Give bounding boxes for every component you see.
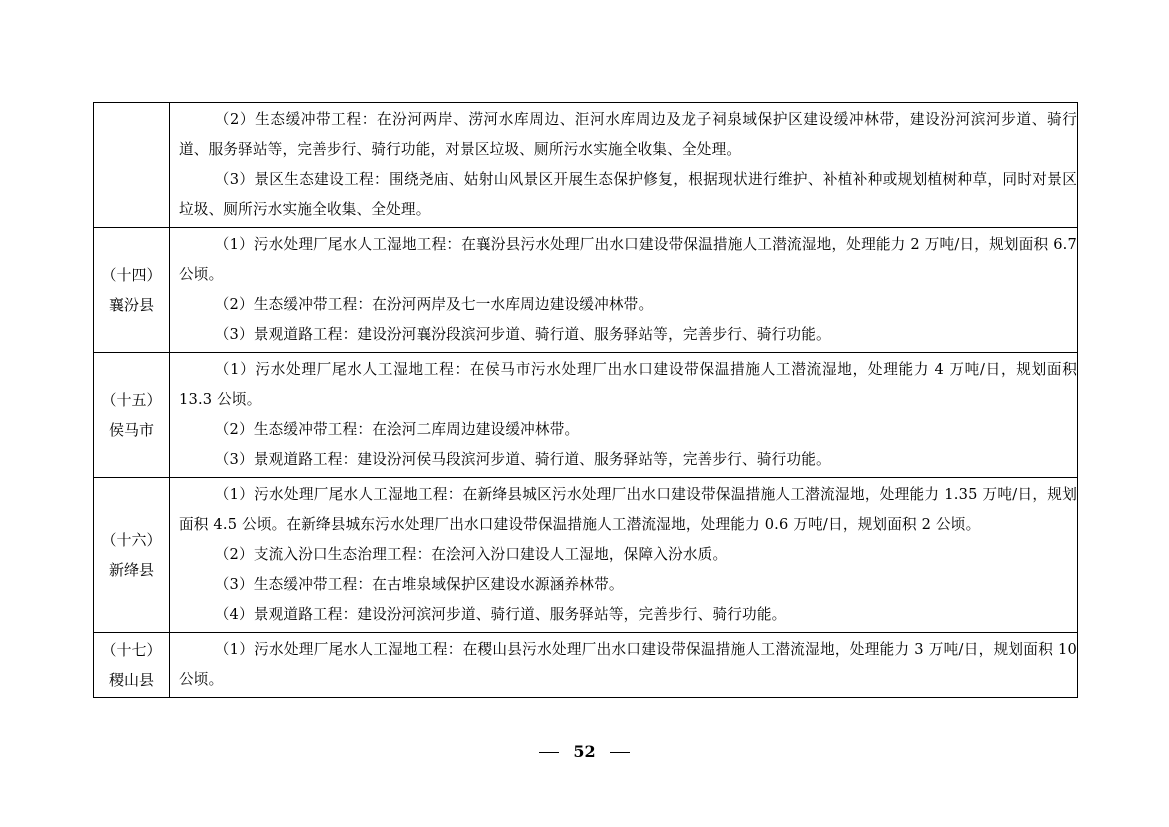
page-number: 52 (573, 742, 596, 761)
table-row (94, 228, 1078, 353)
project-paragraph: （3）生态缓冲带工程：在古堆泉域保护区建设水源涵养林带。 (214, 576, 624, 593)
project-paragraph: （1）污水处理厂尾水人工湿地工程：在侯马市污水处理厂出水口建设带保温措施人工潜流湿地，处理能力 4 万吨/日，规划面积 13.3 公顷。 (179, 361, 1077, 408)
project-paragraph: （2）生态缓冲带工程：在汾河两岸、涝河水库周边、洰河水库周边及龙子祠泉域保护区建设缓冲林带，建设汾河滨河步道、骑行道、服务驿站等，完善步行、骑行功能，对景区垃圾、厕所污水实施全收集、全处理。 (179, 111, 1077, 158)
region-seq: （十五） (101, 391, 162, 409)
content-cell (170, 103, 1078, 228)
region-cell (94, 478, 170, 633)
table-row (94, 633, 1078, 698)
region-name: 侯马市 (108, 421, 154, 439)
region-name: 新绛县 (108, 561, 154, 579)
table-row (94, 353, 1078, 478)
project-paragraph: （2）生态缓冲带工程：在浍河二库周边建设缓冲林带。 (214, 421, 580, 438)
region-cell (94, 353, 170, 478)
project-paragraph: （3）景观道路工程：建设汾河侯马段滨河步道、骑行道、服务驿站等，完善步行、骑行功能。 (214, 451, 831, 468)
content-cell (170, 478, 1078, 633)
project-paragraph: （4）景观道路工程：建设汾河滨河步道、骑行道、服务驿站等，完善步行、骑行功能。 (214, 606, 787, 623)
region-seq: （十七） (101, 641, 162, 659)
region-cell (94, 228, 170, 353)
region-cell (94, 633, 170, 698)
footer-right-dash (610, 752, 630, 753)
project-paragraph: （1）污水处理厂尾水人工湿地工程：在稷山县污水处理厂出水口建设带保温措施人工潜流湿地，处理能力 3 万吨/日，规划面积 10 公顷。 (179, 641, 1077, 688)
footer-left-dash (539, 752, 559, 753)
table-row (94, 478, 1078, 633)
table-row (94, 103, 1078, 228)
project-paragraph: （2）支流入汾口生态治理工程：在浍河入汾口建设人工湿地，保障入汾水质。 (214, 546, 728, 563)
project-paragraph: （1）污水处理厂尾水人工湿地工程：在襄汾县污水处理厂出水口建设带保温措施人工潜流湿地，处理能力 2 万吨/日，规划面积 6.7 公顷。 (179, 236, 1077, 283)
region-cell (94, 103, 170, 228)
project-table (93, 102, 1078, 698)
page-footer (0, 740, 1169, 764)
project-paragraph: （3）景观道路工程：建设汾河襄汾段滨河步道、骑行道、服务驿站等，完善步行、骑行功能。 (214, 326, 831, 343)
project-paragraph: （3）景区生态建设工程：围绕尧庙、姑射山风景区开展生态保护修复，根据现状进行维护、补植补种或规划植树种草，同时对景区垃圾、厕所污水实施全收集、全处理。 (179, 171, 1077, 218)
content-cell (170, 228, 1078, 353)
project-paragraph: （1）污水处理厂尾水人工湿地工程：在新绛县城区污水处理厂出水口建设带保温措施人工潜流湿地，处理能力 1.35 万吨/日，规划面积 4.5 公顷。在新绛县城东污水处理厂出水口建设带保温措施人工潜流湿地，处理能力 0.6 万吨/日，规划面积 2 公顷。 (179, 486, 1077, 533)
project-table-body (94, 103, 1078, 698)
project-paragraph: （2）生态缓冲带工程：在汾河两岸及七一水库周边建设缓冲林带。 (214, 296, 654, 313)
content-cell (170, 353, 1078, 478)
region-name: 稷山县 (108, 671, 154, 689)
region-seq: （十四） (101, 266, 162, 284)
region-name: 襄汾县 (108, 296, 154, 314)
region-seq: （十六） (101, 531, 162, 549)
content-cell (170, 633, 1078, 698)
